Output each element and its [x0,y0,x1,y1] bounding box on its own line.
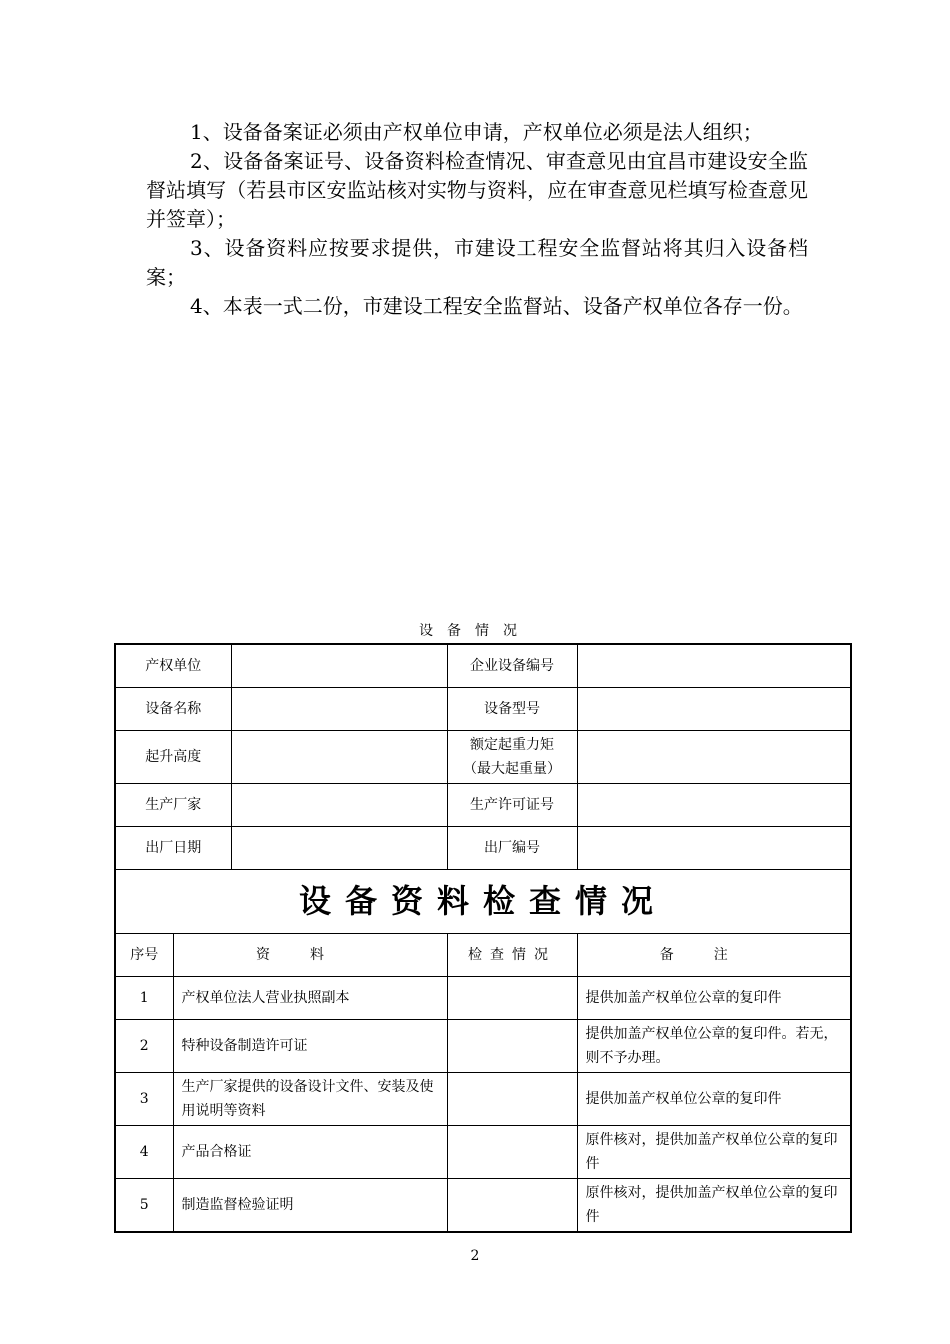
seq-cell: 1 [115,976,173,1019]
value-field[interactable] [231,687,447,730]
header-material: 资料 [173,933,447,976]
material-row [115,1072,851,1125]
check-field[interactable] [447,1019,577,1072]
value-field[interactable] [577,730,851,783]
check-field[interactable] [447,1178,577,1232]
material-cell: 产品合格证 [173,1125,447,1178]
label-cell: 出厂编号 [447,826,577,869]
materials-title: 设备资料检查情况 [115,869,851,933]
header-remark: 备注 [577,933,851,976]
value-field[interactable] [231,644,447,687]
material-row [115,1178,851,1232]
material-cell: 制造监督检验证明 [173,1178,447,1232]
label-cell: 出厂日期 [115,826,231,869]
value-field[interactable] [231,730,447,783]
equipment-caption: 设备情况 [419,623,531,639]
equipment-row [115,644,851,687]
equipment-row [115,826,851,869]
note-item: 1、设备备案证必须由产权单位申请，产权单位必须是法人组织； [190,120,763,144]
header-seq: 序号 [115,933,173,976]
label-cell: 设备型号 [447,687,577,730]
material-cell: 产权单位法人营业执照副本 [173,976,447,1019]
page-number: 2 [470,1248,480,1264]
remark-cell: 原件核对，提供加盖产权单位公章的复印件 [577,1178,851,1232]
equipment-row [115,730,851,783]
label-line: （最大起重量） [463,760,561,777]
label-cell [447,730,577,783]
material-row [115,976,851,1019]
equipment-row [115,783,851,826]
check-field[interactable] [447,1072,577,1125]
remark-cell: 提供加盖产权单位公章的复印件。若无，则不予办理。 [577,1019,851,1072]
materials-title-row [115,869,851,933]
materials-header-row [115,933,851,976]
equipment-form-table [114,643,852,1233]
label-cell: 生产许可证号 [447,783,577,826]
value-field[interactable] [231,826,447,869]
label-line: 额定起重力矩 [470,736,554,753]
label-cell: 企业设备编号 [447,644,577,687]
header-check: 检查情况 [447,933,577,976]
label-cell: 设备名称 [115,687,231,730]
value-field[interactable] [577,644,851,687]
material-cell: 生产厂家提供的设备设计文件、安装及使用说明等资料 [173,1072,447,1125]
value-field[interactable] [577,783,851,826]
label-cell: 生产厂家 [115,783,231,826]
material-row [115,1125,851,1178]
seq-cell: 3 [115,1072,173,1125]
seq-cell: 5 [115,1178,173,1232]
remark-cell: 提供加盖产权单位公章的复印件 [577,1072,851,1125]
material-row [115,1019,851,1072]
check-field[interactable] [447,976,577,1019]
remark-cell: 原件核对，提供加盖产权单位公章的复印件 [577,1125,851,1178]
note-item: 3、设备资料应按要求提供，市建设工程安全监督站将其归入设备档案； [146,236,808,289]
value-field[interactable] [577,687,851,730]
note-item: 2、设备备案证号、设备资料检查情况、审查意见由宜昌市建设安全监督站填写（若县市区安监站核对实物与资料，应在审查意见栏填写检查意见并签章）； [146,149,808,231]
note-item: 4、本表一式二份，市建设工程安全监督站、设备产权单位各存一份。 [190,294,803,318]
label-cell: 起升高度 [115,730,231,783]
value-field[interactable] [231,783,447,826]
equipment-row [115,687,851,730]
value-field[interactable] [577,826,851,869]
seq-cell: 2 [115,1019,173,1072]
remark-cell: 提供加盖产权单位公章的复印件 [577,976,851,1019]
label-cell: 产权单位 [115,644,231,687]
seq-cell: 4 [115,1125,173,1178]
notes-section [146,118,808,321]
material-cell: 特种设备制造许可证 [173,1019,447,1072]
check-field[interactable] [447,1125,577,1178]
